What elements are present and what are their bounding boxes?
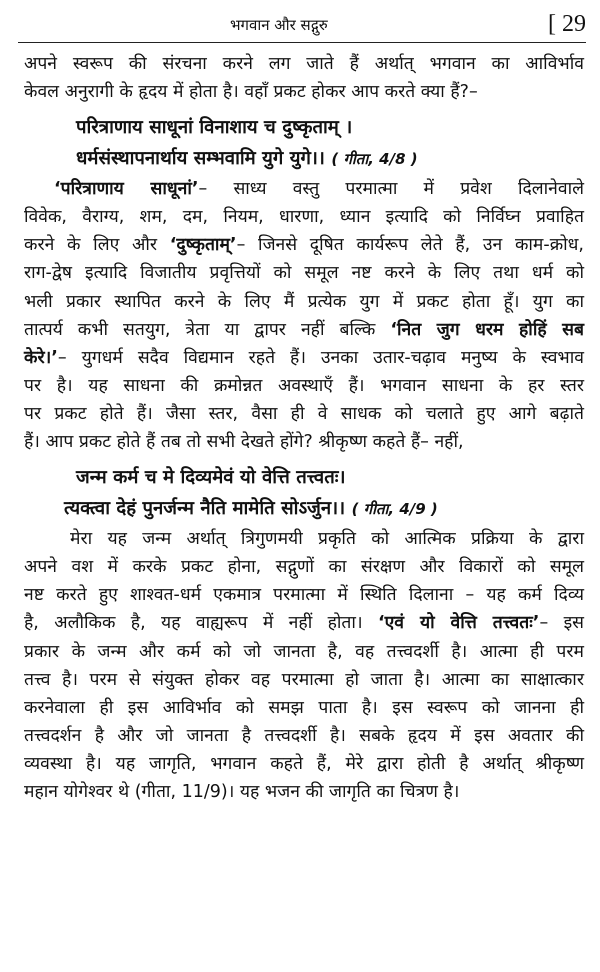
running-title: भगवान और सद्गुरु (230, 16, 328, 34)
text-line: अपने स्वरूप की संरचना करने लग जाते हैं अर्थात् भगवान का आविर्भाव (24, 54, 584, 74)
text-line: करनेवाला ही इस आविर्भाव को समझ पाता है। इस स्वरूप को जानना ही (24, 697, 584, 718)
text-line: महान योगेश्वर थे (गीता, 11/9)। यह भजन की जागृति का चित्रण है। (24, 781, 460, 802)
text-line: प्रकार के जन्म और कर्म को जो जानता है, वह तत्त्वदर्शी है। आत्मा ही परम (24, 641, 584, 662)
text-line: व्यवस्था है। यह जागृति, भगवान कहते हैं, मेरे द्वारा होती है अर्थात् श्रीकृष्ण (24, 753, 584, 774)
line-text: – साध्य वस्तु परमात्मा में प्रवेश दिलानेवाले (198, 179, 585, 200)
verse-line (24, 143, 584, 175)
quoted-term: ‘एवं यो वेत्ति तत्त्वतः’ (377, 613, 540, 634)
verse-line (24, 493, 584, 525)
verse-gita-4-8 (24, 112, 584, 175)
text-line: अपने वश में करके प्रकट होना, सद्गुणों का संरक्षण और विकारों को समूल (24, 557, 584, 578)
verse-gita-4-9 (24, 462, 584, 525)
quoted-term: केरे।’ (24, 347, 58, 368)
verse-text: धर्मसंस्थापनार्थाय सम्भवामि युगे युगे।। (76, 148, 325, 170)
text-line: नष्ट करते हुए शाश्वत-धर्म एकमात्र परमात्मा में स्थिति दिलाना – यह कर्म दिव्य (24, 585, 584, 606)
text-line: पर प्रकट होते हैं। जैसा स्तर, वैसा ही वे साधक को चलाते हुए आगे बढ़ाते (24, 403, 584, 424)
paragraph-commentary-1 (24, 175, 584, 456)
line-text: – युगधर्म सदैव विद्यमान रहते हैं। उनका उतार-चढ़ाव मनुष्य के स्वभाव (57, 347, 584, 368)
text-line: केवल अनुरागी के हृदय में होता है। वहाँ प्रकट होकर आप करते क्या हैं?– (24, 82, 478, 103)
paragraph-commentary-2 (24, 525, 584, 806)
text-line: विवेक, वैराग्य, शम, दम, नियम, धारणा, ध्यान इत्यादि को निर्विघ्न प्रवाहित (24, 207, 584, 228)
verse-reference: ( गीता, 4/9 ) (351, 500, 438, 519)
verse-text: त्यक्त्वा देहं पुनर्जन्म नैति मामेति सोऽर्जुन।। (64, 498, 346, 520)
verse-reference: ( गीता, 4/8 ) (331, 150, 418, 169)
text-line: मेरा यह जन्म अर्थात् त्रिगुणमयी प्रकृति को आत्मिक प्रक्रिया के द्वारा (70, 529, 584, 550)
text-line (24, 344, 584, 372)
line-text: करने के लिए और (24, 235, 170, 256)
line-text: तात्पर्य कभी सतयुग, त्रेता या द्वापर नहीं बल्कि (24, 319, 391, 340)
page-number: [ 29 (548, 11, 586, 37)
header-rule (18, 42, 586, 43)
text-line: भली प्रकार स्थापित करने के लिए मैं प्रत्येक युग में प्रकट होता हूँ। युग का (24, 291, 584, 312)
line-text: है, अलौकिक है, यह वाह्यरूप में नहीं होता। (24, 613, 378, 634)
line-text: – इस (539, 613, 584, 634)
text-line (24, 316, 584, 344)
quoted-term: ‘दुष्कृताम्’ (169, 235, 237, 256)
text-line (24, 231, 584, 259)
text-line (24, 609, 584, 637)
text-line: राग-द्वेष इत्यादि विजातीय प्रवृत्तियों को समूल नष्ट करने के लिए तथा धर्म को (24, 263, 584, 284)
verse-line: जन्म कर्म च मे दिव्यमेवं यो वेत्ति तत्त्वतः। (76, 467, 346, 489)
page-body (24, 50, 584, 806)
page-header (0, 6, 600, 42)
line-text: – जिनसे दूषित कार्यरूप लेते हैं, उन काम-क्रोध, (236, 235, 584, 256)
text-line: हैं। आप प्रकट होते हैं तब तो सभी देखते होंगे? श्रीकृष्ण कहते हैं– नहीं, (24, 432, 464, 453)
quoted-term: ‘परित्राणाय साधूनां’ (54, 179, 199, 200)
quoted-term: ‘नित जुग धरम होहिं सब (390, 319, 585, 340)
text-line: तत्त्व है। परम से संयुक्त होकर वह परमात्मा हो जाता है। आत्मा का साक्षात्कार (24, 669, 584, 690)
text-line (24, 175, 584, 203)
text-line: पर है। यह साधना की क्रमोन्नत अवस्थाएँ हैं। भगवान साधना के हर स्तर (24, 375, 584, 396)
verse-line: परित्राणाय साधूनां विनाशाय च दुष्कृताम् । (76, 117, 353, 139)
paragraph-intro (24, 50, 584, 106)
text-line: तत्त्वदर्शन है और जो जानता है तत्त्वदर्शी है। सबके हृदय में इस अवतार की (24, 725, 584, 746)
